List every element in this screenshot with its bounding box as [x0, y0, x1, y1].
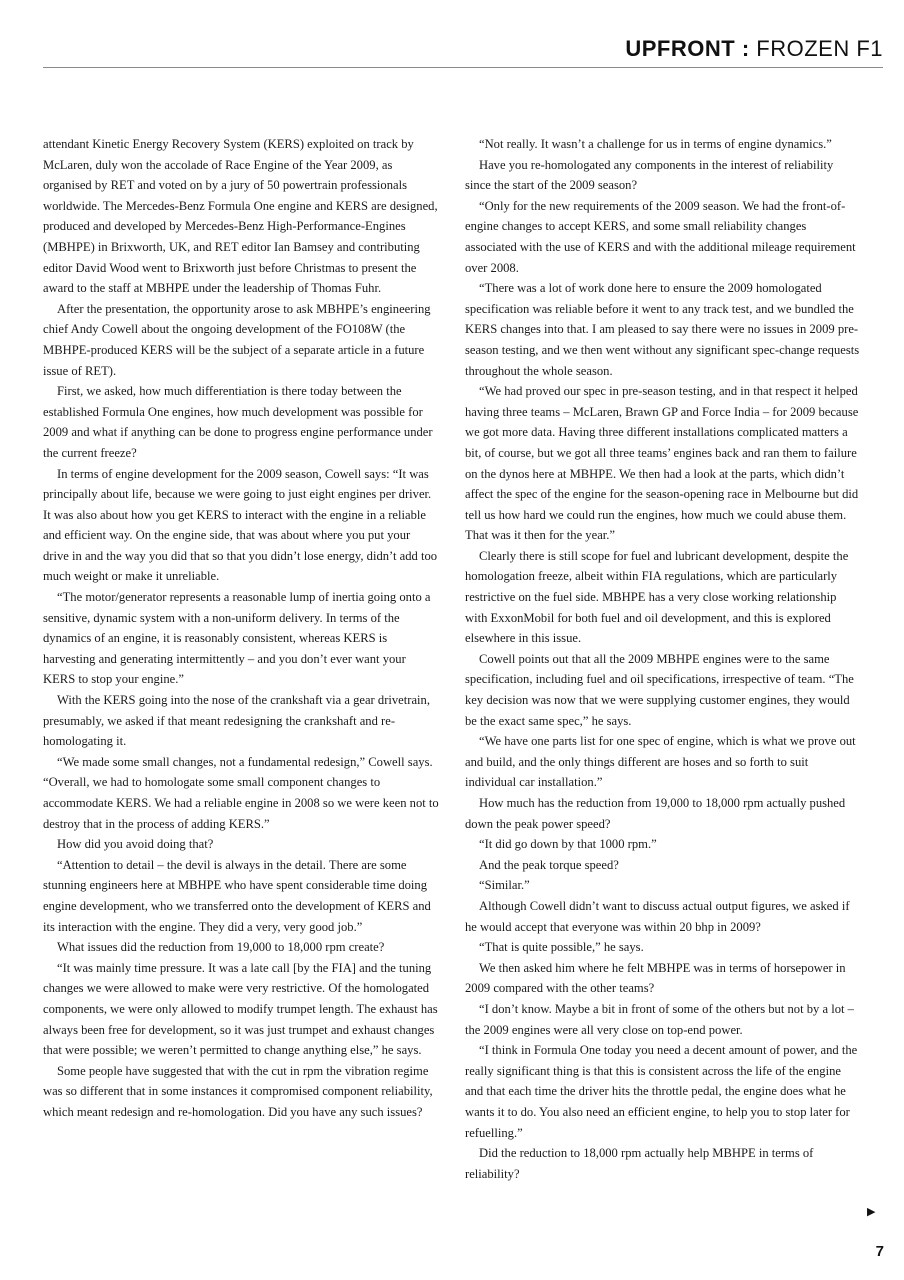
header-separator: : — [735, 36, 757, 61]
right-paragraph: “I don’t know. Maybe a bit in front of some of the others but not by a lot – the 2009 engines were all very close on top-end power. — [465, 1001, 854, 1037]
header-section: UPFRONT — [625, 36, 736, 61]
left-paragraph: Some people have suggested that with the cut in rpm the vibration regime was so different that in some instances it compromised component reliability, which meant redesign and re-homologation. Did you have any such issues? — [43, 1063, 433, 1119]
right-paragraph: “We have one parts list for one spec of engine, which is what we prove out and build, and the only things different are hoses and so forth to suit individual car installation.” — [465, 734, 856, 790]
right-paragraph: Have you re-homologated any components in the interest of reliability since the start of the 2009 season? — [465, 157, 834, 193]
left-paragraph: “It was mainly time pressure. It was a late call [by the FIA] and the tuning changes we were allowed to make were very restrictive. Of the homologated components, we were only allowed to modify trumpet length. The exhaust has always been free for development, so it was just trumpet and exhaust changes that were possible; we weren’t permitted to change anything else,” he says. — [43, 960, 438, 1058]
running-header — [43, 36, 883, 68]
header-topic: FROZEN F1 — [756, 36, 883, 61]
left-paragraph: “Attention to detail – the devil is always in the detail. There are some stunning engineers here at MBHPE who have spent considerable time doing engine development, who we transferred onto the development of KERS and its interaction with the engine. They did a very, very good job.” — [43, 857, 431, 934]
left-column — [43, 134, 439, 1123]
left-paragraph: “We made some small changes, not a fundamental redesign,” Cowell says. “Overall, we had to homologate some small component changes to accommodate KERS. We had a reliable engine in 2008 so we were keen not to destroy that in the process of adding KERS.” — [43, 754, 439, 831]
right-paragraph: Did the reduction to 18,000 rpm actually help MBHPE in terms of reliability? — [465, 1146, 814, 1181]
header-title — [625, 36, 883, 62]
right-paragraph: “It did go down by that 1000 rpm.” — [479, 837, 657, 852]
right-paragraph: Clearly there is still scope for fuel and lubricant development, despite the homologation freeze, albeit within FIA regulations, which are particularly restrictive on the fuel side. MBHPE has a very close working relationship with ExxonMobil for both fuel and oil development, and this is explored elsewhere in this issue. — [465, 548, 849, 646]
right-paragraph: How much has the reduction from 19,000 to 18,000 rpm actually pushed down the peak power speed? — [465, 796, 846, 831]
right-column — [465, 134, 861, 1184]
right-paragraph: “We had proved our spec in pre-season testing, and in that respect it helped having three teams – McLaren, Brawn GP and Force India – for 2009 because we got more data. Having three different installations complicated matters a bit, of course, but we got all three teams’ engines back and ran them to failure on the dynos here at MBHPE. We then had a look at the parts, which didn’t affect the spec of the engine for the season-opening race in Melbourne but did tell us how hard we could run the engines, how much we could abuse them. That was it then for the year.” — [465, 384, 859, 543]
page-number: 7 — [875, 1243, 884, 1260]
right-paragraph: “Only for the new requirements of the 2009 season. We had the front-of-engine changes to accept KERS, and some small reliability changes associated with the use of KERS and with the additional mileage requirement over 2008. — [465, 198, 856, 275]
right-paragraph: Cowell points out that all the 2009 MBHPE engines were to the same specification, including fuel and oil specifications, irrespective of team. “The key decision was now that we were supplying customer engines, they would be the exact same spec,” he says. — [465, 651, 854, 728]
left-paragraph: In terms of engine development for the 2009 season, Cowell says: “It was principally about life, because we were going to just eight engines per driver. It was also about how you get KERS to interact with the engine in a reliable and efficient way. On the engine side, that was about where you put your drive in and the way you did that so that you didn’t lose energy, didn’t add too much weight or make it unreliable. — [43, 466, 438, 584]
left-paragraph: First, we asked, how much differentiation is there today between the established Formula One engines, how much development was possible for 2009 and what if anything can be done to progress engine performance under the current freeze? — [43, 384, 433, 460]
right-paragraph: Although Cowell didn’t want to discuss actual output figures, we asked if he would accept that everyone was within 20 bhp in 2009? — [465, 898, 850, 934]
right-paragraph: And the peak torque speed? — [479, 857, 619, 872]
right-paragraph: “Not really. It wasn’t a challenge for us in terms of engine dynamics.” — [479, 137, 832, 151]
left-paragraph: “The motor/generator represents a reasonable lump of inertia going onto a sensitive, dynamic system with a non-uniform delivery. In terms of the dynamics of an engine, it is reasonably consistent, whereas KERS is harvesting and generating intermittently – and you don’t ever want your KERS to stop your engine.” — [43, 590, 431, 687]
right-paragraph: “There was a lot of work done here to ensure the 2009 homologated specification was reliable before it went to any track test, and we bundled the KERS changes into that. I am pleased to say there were no issues in 2009 pre-season testing, and we then went without any significant spec-change requests throughout the whole season. — [465, 281, 860, 378]
right-paragraph: “I think in Formula One today you need a decent amount of power, and the really significant thing is that this is consistent across the life of the engine and that each time the driver hits the throttle pedal, the engine does what he wants it to do. You also need an efficient engine, to help you to stop later for refuelling.” — [465, 1043, 858, 1140]
continue-arrow-icon: ▶ — [867, 1205, 876, 1218]
left-paragraph: After the presentation, the opportunity arose to ask MBHPE’s engineering chief Andy Cowell about the ongoing development of the FO108W (the MBHPE-produced KERS will be the subject of a separate article in a future issue of RET). — [43, 301, 431, 378]
right-paragraph: “Similar.” — [479, 878, 530, 893]
left-paragraph: With the KERS going into the nose of the crankshaft via a gear drivetrain, presumably, we asked if that meant redesigning the crankshaft and re-homologating it. — [43, 693, 431, 749]
right-paragraph: We then asked him where he felt MBHPE was in terms of horsepower in 2009 compared with the other teams? — [465, 960, 846, 996]
right-paragraph: “That is quite possible,” he says. — [479, 940, 644, 955]
left-paragraph: What issues did the reduction from 19,000 to 18,000 rpm create? — [57, 940, 385, 955]
left-paragraph: attendant Kinetic Energy Recovery System (KERS) exploited on track by McLaren, duly won the accolade of Race Engine of the Year 2009, as organised by RET and voted on by a jury of 50 powertrain professionals worldwide. The Mercedes-Benz Formula One engine and KERS are designed, produced and developed by Mercedes-Benz High-Performance-Engines (MBHPE) in Brixworth, UK, and RET editor Ian Bamsey and contributing editor David Wood went to Brixworth just before Christmas to present the award to the staff at MBHPE under the leadership of Thomas Fuhr. — [43, 137, 438, 296]
left-paragraph: How did you avoid doing that? — [57, 837, 214, 852]
